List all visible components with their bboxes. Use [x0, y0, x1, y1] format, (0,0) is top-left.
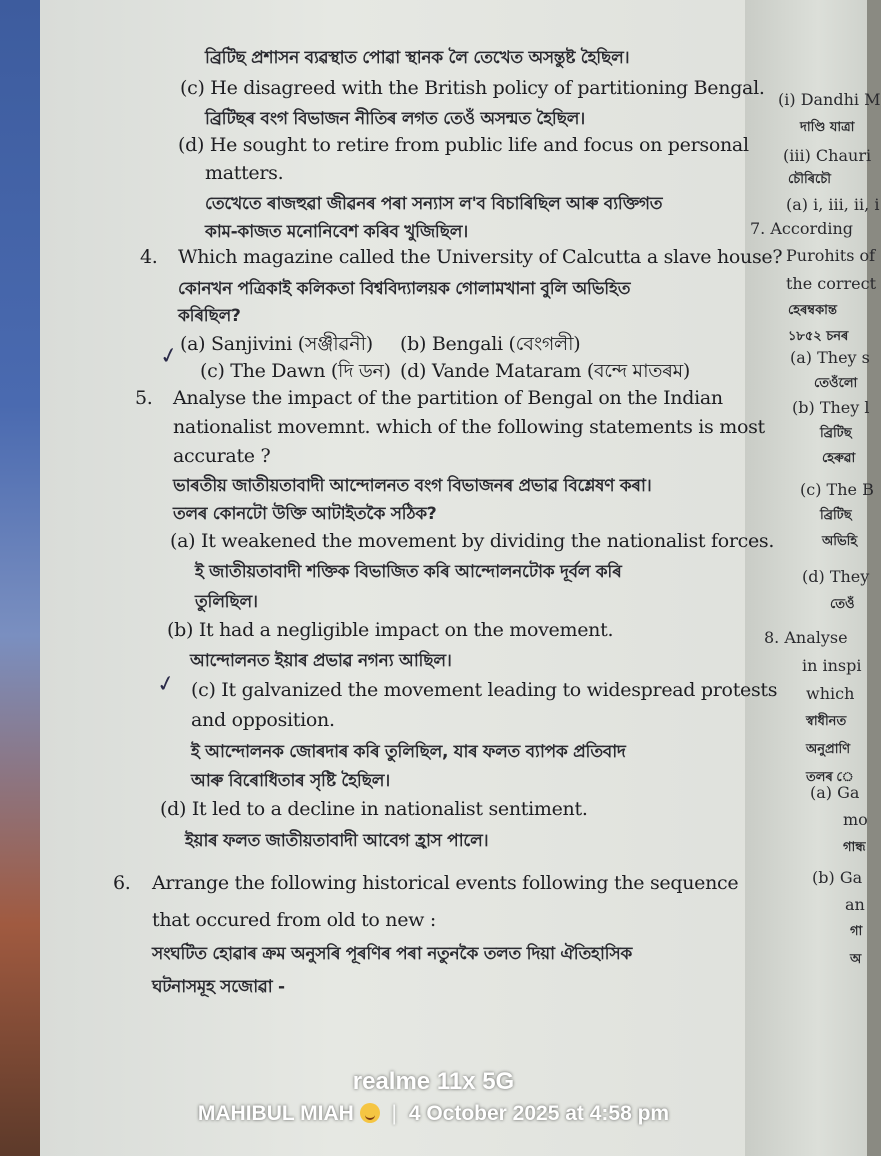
adjacent-page-text: 7. According: [750, 219, 854, 238]
adjacent-page-text: (d) They: [802, 567, 870, 586]
adjacent-page-text: mo: [843, 810, 868, 829]
assamese-text-line: ব্ৰিটিছ প্ৰশাসন ব্যৱস্থাত পোৱা স্থানক লৈ তেখেত অসন্তুষ্ট হৈছিল।: [205, 48, 630, 68]
english-text-line: (b) Bengali (বেংগলী): [400, 333, 581, 355]
adjacent-page-text: হেৰম্বকান্ত: [788, 303, 837, 318]
adjacent-page-text: অ: [850, 952, 862, 967]
adjacent-page-text: which: [806, 684, 855, 703]
adjacent-page-text: হেৰুৱা: [822, 451, 856, 466]
assamese-text-line: ইয়াৰ ফলত জাতীয়তাবাদী আবেগ হ্ৰাস পালে।: [185, 831, 489, 851]
assamese-text-line: ঘটনাসমূহ সজোৱা -: [152, 977, 285, 997]
adjacent-page-text: in inspi: [802, 656, 862, 675]
author-watermark: [0, 1102, 867, 1126]
adjacent-page-text: তেওঁলো: [814, 376, 858, 391]
assamese-text-line: কৰিছিল?: [178, 306, 241, 326]
english-text-line: Analyse the impact of the partition of Bengal on the Indian: [173, 387, 723, 409]
assamese-text-line: তেখেতে ৰাজহুৱা জীৱনৰ পৰা সন্যাস ল'ব বিচাৰিছিল আৰু ব্যক্তিগত: [205, 194, 663, 214]
adjacent-page-text: an: [845, 895, 865, 914]
adjacent-page-text: স্বাধীনত: [806, 714, 847, 729]
adjacent-page-text: ব্ৰিটিছ: [820, 508, 852, 523]
adjacent-page-text: অনুপ্ৰাণি: [806, 742, 851, 757]
adjacent-page-text: (b) Ga: [812, 868, 863, 887]
adjacent-page-text: (a) Ga: [810, 783, 860, 802]
adjacent-page-text: the correct: [786, 274, 877, 293]
english-text-line: nationalist movemnt. which of the following statements is most: [173, 416, 765, 438]
adjacent-page-text: তলৰ ে: [806, 770, 854, 785]
english-text-line: (c) It galvanized the movement leading to widespread protests: [191, 679, 778, 701]
adjacent-page-text: তেওঁ: [830, 597, 855, 612]
adjacent-page-text: ১৮৫২ চনৰ: [788, 329, 849, 344]
english-text-line: Which magazine called the University of Calcutta a slave house?: [178, 246, 783, 268]
adjacent-page-text: গান্ধ: [843, 840, 866, 855]
adjacent-page-text: (b) They l: [792, 398, 870, 417]
assamese-text-line: আন্দোলনত ইয়াৰ প্ৰভাৱ নগন্য আছিল।: [190, 651, 452, 671]
english-text-line: (c) He disagreed with the British policy of partitioning Bengal.: [180, 77, 765, 99]
adjacent-page-text: 8. Analyse: [764, 628, 848, 647]
adjacent-page-text: (i) Dandhi M: [778, 90, 881, 109]
assamese-text-line: ই আন্দোলনক জোৰদাৰ কৰি তুলিছিল, যাৰ ফলত ব্যাপক প্ৰতিবাদ: [191, 742, 626, 762]
smiling-face-icon: [360, 1103, 380, 1123]
assamese-text-line: তলৰ কোনটো উক্তি আটাইতকৈ সঠিক?: [173, 504, 437, 524]
english-text-line: (d) It led to a decline in nationalist sentiment.: [160, 798, 588, 820]
separator: |: [391, 1102, 397, 1125]
adjacent-page-text: দাণ্ডি যাত্ৰা: [800, 120, 855, 135]
english-text-line: (a) It weakened the movement by dividing the nationalist forces.: [170, 530, 775, 552]
adjacent-page-text: ব্ৰিটিছ: [820, 426, 852, 441]
question-number: 6.: [113, 872, 131, 894]
tick-mark-icon: ✓: [157, 342, 181, 371]
adjacent-page-text: গা: [850, 924, 863, 939]
adjacent-page-text: (a) i, iii, ii, i: [786, 195, 880, 214]
assamese-text-line: তুলিছিল।: [195, 592, 258, 612]
author-name: MAHIBUL MIAH: [197, 1102, 354, 1125]
adjacent-page-text: (c) The B: [800, 480, 874, 499]
english-text-line: (d) Vande Mataram (বন্দে মাতৰম): [400, 360, 691, 382]
assamese-text-line: আৰু বিৰোধিতাৰ সৃষ্টি হৈছিল।: [191, 771, 390, 791]
assamese-text-line: ই জাতীয়তাবাদী শক্তিক বিভাজিত কৰি আন্দোলনটোক দূৰ্বল কৰি: [195, 562, 622, 582]
adjacent-page-text: অভিহি: [822, 534, 858, 549]
english-text-line: Arrange the following historical events following the sequence: [152, 872, 739, 894]
english-text-line: accurate ?: [173, 445, 271, 467]
device-watermark: [0, 1068, 867, 1096]
adjacent-page-text: (iii) Chauri: [783, 146, 872, 165]
english-text-line: (c) The Dawn (দি ডন): [200, 360, 391, 382]
assamese-text-line: ব্ৰিটিছৰ বংগ বিভাজন নীতিৰ লগত তেওঁ অসন্মত হৈছিল।: [205, 109, 585, 129]
adjacent-page-text: চৌৰিচৌ: [788, 172, 832, 187]
adjacent-page-text: (a) They s: [790, 348, 870, 367]
tick-mark-icon: ✓: [154, 670, 178, 699]
assamese-text-line: কাম-কাজত মনোনিবেশ কৰিব খুজিছিল।: [205, 222, 468, 242]
device-name: realme 11x 5G: [352, 1068, 515, 1095]
photo-datetime: 4 October 2025 at 4:58 pm: [408, 1102, 670, 1125]
english-text-line: and opposition.: [191, 709, 335, 731]
assamese-text-line: কোনখন পত্ৰিকাই কলিকতা বিশ্ববিদ্যালয়ক গোলামখানা বুলি অভিহিত: [178, 279, 631, 299]
english-text-line: (d) He sought to retire from public life and focus on personal: [178, 134, 749, 156]
assamese-text-line: সংঘটিত হোৱাৰ ক্ৰম অনুসৰি পূৰণিৰ পৰা নতুনকৈ তলত দিয়া ঐতিহাসিক: [152, 944, 632, 964]
english-text-line: matters.: [205, 162, 284, 184]
assamese-text-line: ভাৰতীয় জাতীয়তাবাদী আন্দোলনত বংগ বিভাজনৰ প্ৰভাৱ বিশ্লেষণ কৰা।: [173, 476, 652, 496]
question-number: 5.: [135, 387, 153, 409]
question-number: 4.: [140, 246, 158, 268]
english-text-line: (a) Sanjivini (সঞ্জীৱনী): [180, 333, 373, 355]
english-text-line: (b) It had a negligible impact on the movement.: [167, 619, 614, 641]
adjacent-page-text: Purohits of: [786, 246, 876, 265]
english-text-line: that occured from old to new :: [152, 909, 436, 931]
